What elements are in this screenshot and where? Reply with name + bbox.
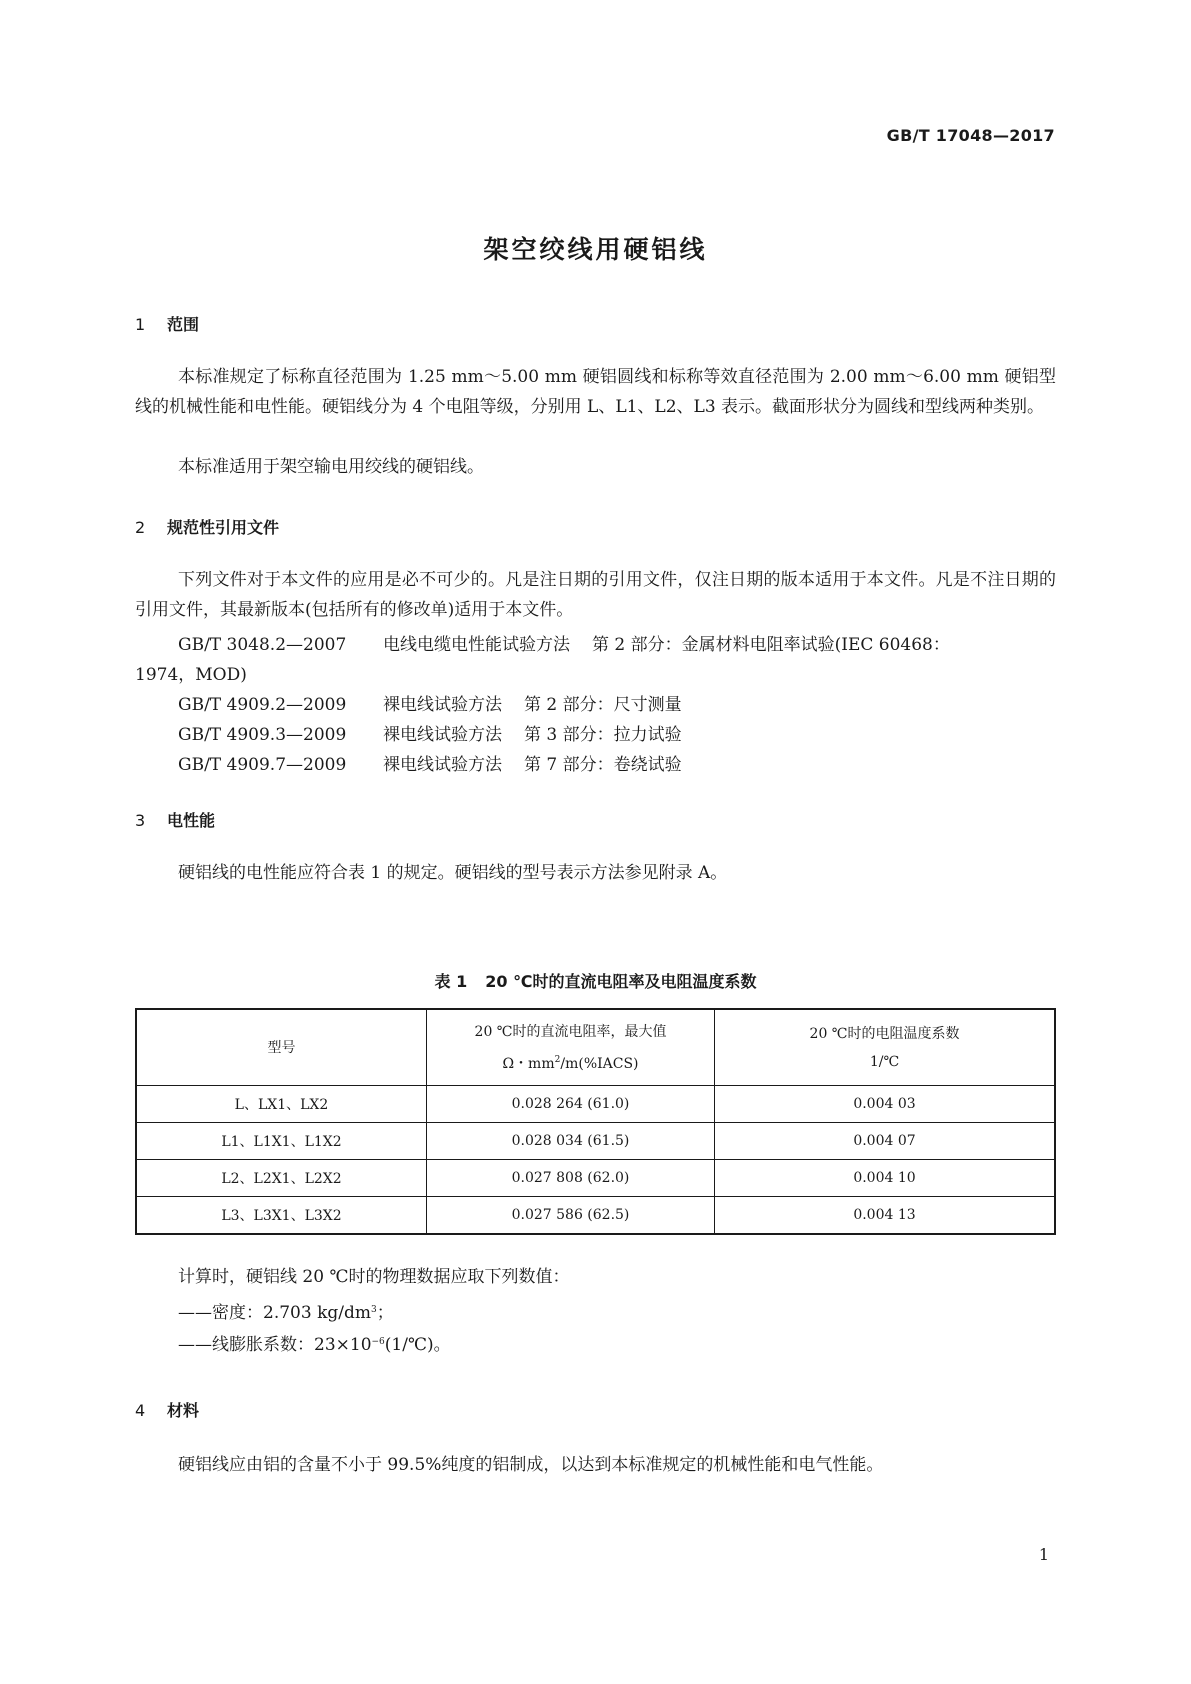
unit-superscript: 2	[554, 1054, 561, 1065]
header-temp-coefficient	[715, 1009, 1056, 1086]
table-row	[136, 1160, 1055, 1197]
table-title: 20 ℃时的直流电阻率及电阻温度系数	[485, 972, 757, 991]
item-text: ——线膨胀系数：23×10	[178, 1335, 372, 1355]
scope-paragraph-2: 本标准适用于架空输电用绞线的硬铝线。	[178, 457, 484, 477]
reference-part: 第 2 部分：金属材料电阻率试验(IEC 60468：	[592, 635, 950, 655]
resistivity-table	[135, 1008, 1056, 1235]
table-caption	[0, 969, 1191, 992]
electrical-paragraph: 硬铝线的电性能应符合表 1 的规定。硬铝线的型号表示方法参见附录 A。	[178, 863, 728, 883]
section-heading-references	[135, 515, 279, 538]
reference-item	[178, 720, 682, 745]
material-paragraph: 硬铝线应由铝的含量不小于 99.5%纯度的铝制成，以达到本标准规定的机械性能和电气性能。	[178, 1455, 884, 1475]
section-heading-material	[135, 1398, 199, 1421]
section-number: 3	[135, 811, 146, 830]
unit-prefix: Ω・mm	[502, 1055, 555, 1072]
cell-model: L2、L2X1、L2X2	[136, 1160, 427, 1197]
header-text: 型号	[267, 1039, 296, 1056]
header-resistivity	[427, 1009, 715, 1086]
section-title: 电性能	[167, 811, 216, 830]
reference-code: GB/T 3048.2—2007	[178, 635, 347, 655]
section-heading-electrical	[135, 808, 215, 831]
header-unit	[428, 1046, 713, 1078]
header-unit: 1/℃	[869, 1053, 900, 1070]
standard-code: GB/T 17048—2017	[886, 126, 1055, 145]
cell-model: L3、L3X1、L3X2	[136, 1197, 427, 1235]
cell-temp-coefficient: 0.004 07	[715, 1123, 1056, 1160]
reference-code: GB/T 4909.3—2009	[178, 725, 347, 745]
section-title: 规范性引用文件	[167, 518, 280, 537]
cell-resistivity: 0.027 586 (62.5)	[427, 1197, 715, 1235]
references-intro: 下列文件对于本文件的应用是必不可少的。凡是注日期的引用文件，仅注日期的版本适用于本文件。凡是不注日期的引用文件，其最新版本(包括所有的修改单)适用于本文件。	[135, 570, 1056, 620]
cell-model: L、LX1、LX2	[136, 1086, 427, 1123]
cell-resistivity: 0.028 264 (61.0)	[427, 1086, 715, 1123]
unit-suffix: /m(%IACS)	[560, 1055, 639, 1072]
section-heading-scope	[135, 312, 199, 335]
cell-model: L1、L1X1、L1X2	[136, 1123, 427, 1160]
reference-code: GB/T 4909.7—2009	[178, 755, 347, 775]
cell-temp-coefficient: 0.004 10	[715, 1160, 1056, 1197]
reference-name: 电线电缆电性能试验方法	[383, 635, 570, 655]
table-row	[136, 1197, 1055, 1235]
section-number: 1	[135, 315, 146, 334]
reference-part: 第 2 部分：尺寸测量	[524, 695, 682, 715]
table-header-row	[136, 1009, 1055, 1086]
table-row	[136, 1086, 1055, 1123]
section-number: 2	[135, 518, 146, 537]
table-row	[136, 1123, 1055, 1160]
section-title: 范围	[167, 315, 200, 334]
table-label: 表 1	[434, 972, 468, 991]
page-number: 1	[1038, 1545, 1049, 1564]
reference-part: 第 3 部分：拉力试验	[524, 725, 682, 745]
cell-resistivity: 0.027 808 (62.0)	[427, 1160, 715, 1197]
density-item	[178, 1298, 394, 1323]
item-suffix: ；	[376, 1303, 394, 1323]
cell-resistivity: 0.028 034 (61.5)	[427, 1123, 715, 1160]
header-text: 20 ℃时的电阻温度系数	[809, 1025, 960, 1042]
expansion-item	[178, 1330, 451, 1355]
header-text: 20 ℃时的直流电阻率，最大值	[474, 1023, 667, 1040]
document-title: 架空绞线用硬铝线	[483, 235, 708, 264]
reference-continuation: 1974，MOD)	[135, 665, 247, 685]
item-text: ——密度：2.703 kg/dm	[178, 1303, 371, 1323]
header-model	[136, 1009, 427, 1086]
reference-name: 裸电线试验方法	[383, 725, 502, 745]
reference-item	[178, 750, 682, 775]
item-superscript: 3	[371, 1305, 377, 1315]
section-number: 4	[135, 1401, 146, 1420]
reference-part: 第 7 部分：卷绕试验	[524, 755, 682, 775]
section-title: 材料	[167, 1401, 200, 1420]
physical-data-intro: 计算时，硬铝线 20 ℃时的物理数据应取下列数值：	[178, 1267, 570, 1287]
reference-name: 裸电线试验方法	[383, 695, 502, 715]
reference-code: GB/T 4909.2—2009	[178, 695, 347, 715]
cell-temp-coefficient: 0.004 13	[715, 1197, 1056, 1235]
item-suffix: (1/℃)。	[384, 1335, 451, 1355]
reference-item	[178, 690, 682, 715]
cell-temp-coefficient: 0.004 03	[715, 1086, 1056, 1123]
item-superscript: −6	[371, 1337, 385, 1347]
scope-paragraph-1: 本标准规定了标称直径范围为 1.25 mm～5.00 mm 硬铝圆线和标称等效直径范围为 2.00 mm～6.00 mm 硬铝型线的机械性能和电性能。硬铝线分为 4 个电阻等级，分别用 L、L1、L2、L3 表示。截面形状分为圆线和型线两种类别。	[135, 367, 1056, 417]
reference-item	[178, 630, 950, 655]
reference-name: 裸电线试验方法	[383, 755, 502, 775]
